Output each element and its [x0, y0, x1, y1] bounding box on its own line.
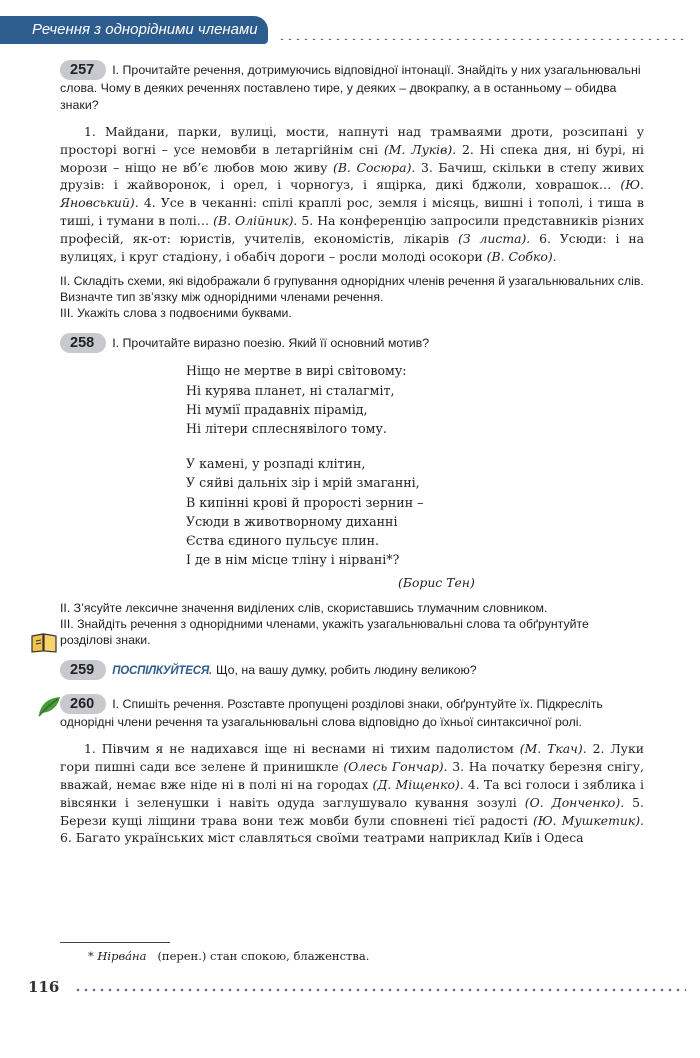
exercise-260-text: 1. Півчим я не надихався іще ні веснами ні тихим падолистом (М. Ткач). 2. Луки гори пишні сади все зелене й принишкле (Олесь Гончар). 3. На початку березня снігу, вважай, немає вже ніде ні в полі ні на городах (Д. Міщенко). 4. Та всі голоси і зяблика і вівсянки і зеленушки і навіть одуда заглушувало кування зозулі (О. Донченко). 5. Берези кущі ліщини трава вони теж мовби були сповнені тієї радості (Ю. Мушкетик). 6. Багато українських міст славляться своїми театрами наприклад Київ і Одеса: [60, 741, 644, 846]
poem-stanza-2: [186, 454, 644, 569]
exercise-number-badge: 257: [60, 60, 106, 80]
poem-author: (Борис Тен): [398, 575, 475, 591]
exercise-257-text: 1. Майдани, парки, вулиці, мости, напнуті над трамваями дроти, розсипані у просторі вогні – усе немовби в летаргійнім сні (М. Луків). 2. Ні спека дня, ні бурі, ні морози – ніщо не вб’є любов мою живу (В. Сосюра). 3. Бачиш, скільки в степу живих друзів: і жайворонок, і орел, і чорногуз, і ящірка, дикі бджоли, ховрашок… (Ю. Яновський). 4. Усе в чеканні: спілі краплі рос, земля і місяць, вишні і тополі, і тиша в тиші, і тумани в полі… (В. Олійник). 5. На конференцію запросили представників різних професій, як-от: юристів, учителів, економістів, лікарів (З листа). 6. Усюди: і на вулицях, і круг стадіону, і обабіч дороги – росли молоді осокори (В. Собко).: [60, 124, 644, 264]
poem-line: Ніщо не мертве в вирі світовому:: [186, 363, 407, 379]
footnote: [88, 949, 369, 963]
poem-line: В кипінні крові й прорості зернин –: [186, 494, 424, 510]
footnote-rule: [60, 942, 170, 943]
poem-line: І де в нім місце тліну і нірвані*?: [186, 552, 400, 568]
exercise-259-task: 259 ПОСПІЛКУЙТЕСЯ. Що, на вашу думку, робить людину великою?: [60, 660, 644, 680]
poem-line: У камені, у розпаді клітин,: [186, 456, 366, 472]
exercise-257-task-2: ІІ. Складіть схеми, які відображали б групування однорідних членів речення й узагальнювальних слів. Визначте тип зв’язку між однорідними членами речення.: [60, 274, 644, 305]
exercise-258-task-3: ІІІ. Знайдіть речення з однорідними членами, укажіть узагальнювальні слова та обґрунтуйте розділові знаки.: [60, 617, 589, 648]
poem-line: Ні мумії прадавніх пірамід,: [186, 401, 368, 417]
exercise-number-badge: 259: [60, 660, 106, 680]
footer-dotted-rule: [74, 988, 686, 992]
poem-stanza-1: [186, 361, 644, 438]
poem-line: Усюди в животворному диханні: [186, 513, 398, 529]
book-icon: [30, 632, 58, 654]
poem: [186, 361, 644, 569]
exercise-number-badge: 258: [60, 333, 106, 353]
exercise-260-task: 260 І. Спишіть речення. Розставте пропущені розділові знаки, обґрунтуйте їх. Підкресліть однорідні члени речення та узагальнювальні слова відповідно до їхньої синтаксичної ролі.: [60, 696, 603, 730]
slogan-label: ПОСПІЛКУЙТЕСЯ.: [112, 665, 212, 678]
page-content: [60, 60, 644, 847]
poem-line: Ні літери сплеснявілого тому.: [186, 420, 387, 436]
exercise-257-task: 257 І. Прочитайте речення, дотримуючись відповідної інтонації. Знайдіть у них узагальнювальні слова. Чому в деяких реченнях поставлено тире, у деяких – двокрапку, а в останньому – обидва знаки?: [60, 62, 641, 112]
page-number: 116: [28, 978, 60, 996]
footnote-term: * Нірва́на: [88, 949, 147, 963]
header-bar: [0, 16, 24, 44]
exercise-number-badge: 260: [60, 694, 106, 714]
poem-line: Єства єдиного пульсує плин.: [186, 533, 379, 548]
footnote-definition: (перен.) стан спокою, блаженства.: [157, 949, 370, 963]
poem-line: У сяйві дальніх зір і мрій змаганні,: [186, 475, 420, 491]
section-title: Речення з однорідними членами: [24, 16, 268, 44]
exercise-258-task-2: ІІ. З’ясуйте лексичне значення виділених слів, скориставшись тлумачним словником.: [60, 601, 548, 616]
poem-line: Ні курява планет, ні сталагміт,: [186, 382, 395, 398]
exercise-258-task: 258 І. Прочитайте виразно поезію. Який її основний мотив?: [60, 333, 644, 353]
exercise-257-task-3: ІІІ. Укажіть слова з подвоєними буквами.: [60, 306, 292, 321]
header-dotted-rule: [278, 38, 686, 40]
